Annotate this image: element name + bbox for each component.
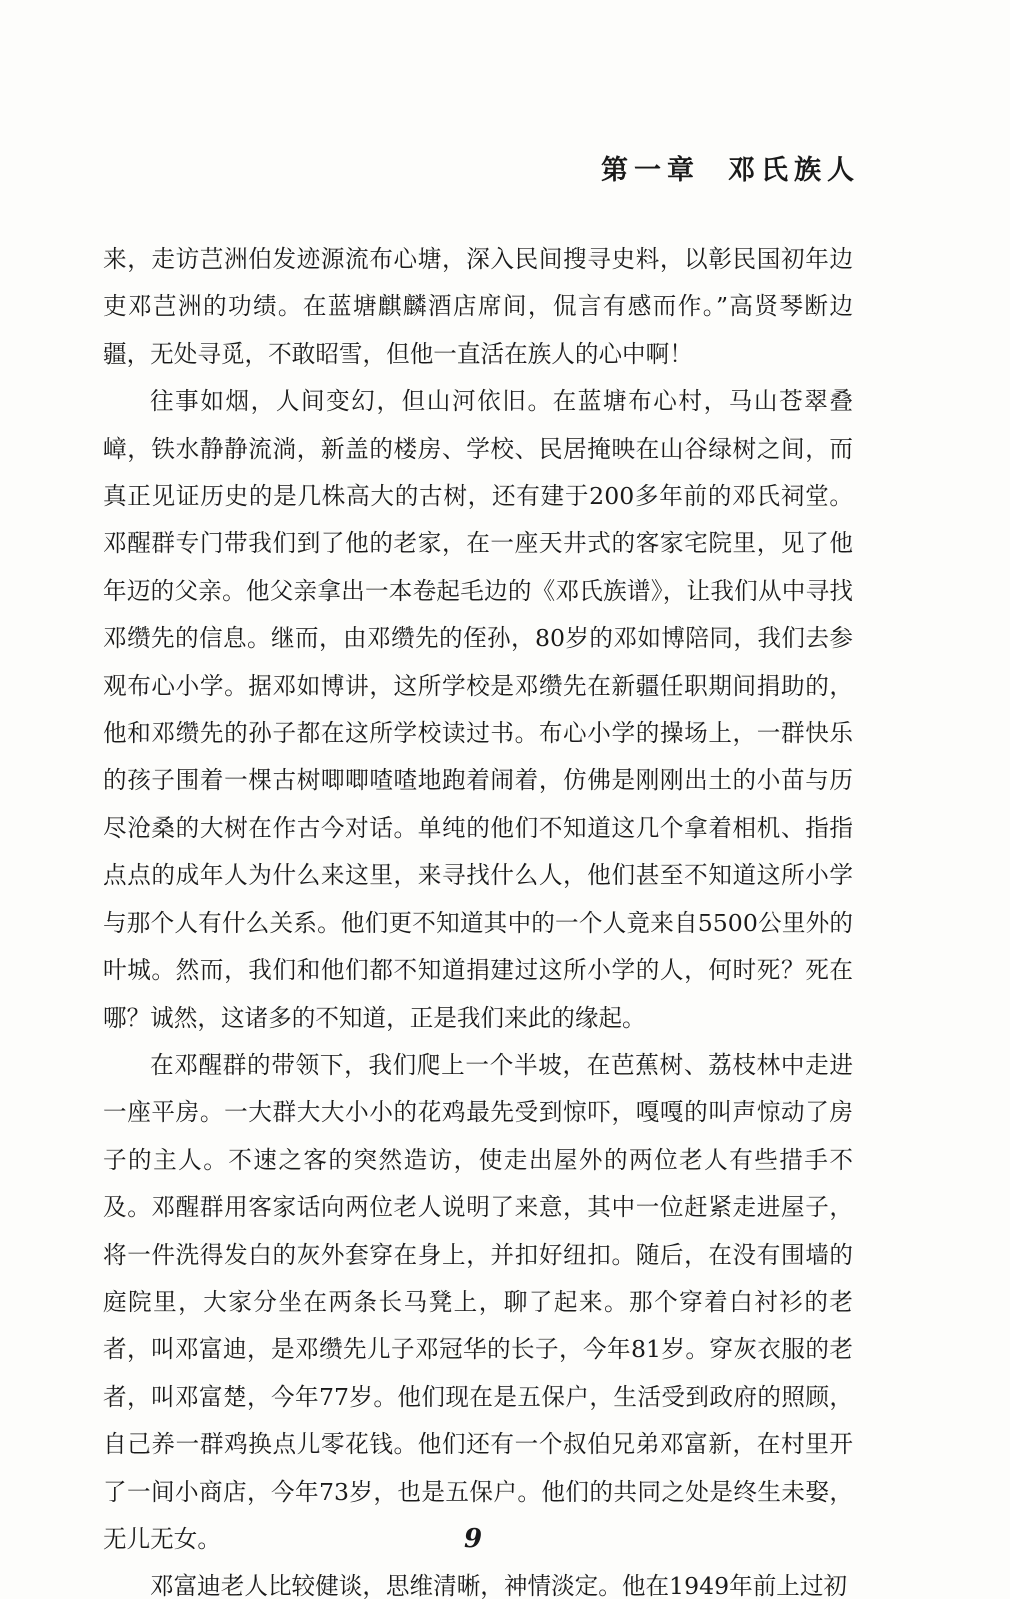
chapter-title: 邓氏族人 (728, 155, 860, 186)
paragraph-continued: 来，走访芑洲伯发迹源流布心塘，深入民间搜寻史料，以彰民国初年边吏邓芑洲的功绩。在蓝塘麒麟酒店席间，侃言有感而作。”高贤琴断边疆，无处寻觅，不敢昭雪，但他一直活在族人的心中啊！ (103, 245, 853, 368)
paragraph: 在邓醒群的带领下，我们爬上一个半坡，在芭蕉树、荔枝林中走进一座平房。一大群大大小小的花鸡最先受到惊吓，嘎嘎的叫声惊动了房子的主人。不速之客的突然造访，使走出屋外的两位老人有些措手不及。邓醒群用客家话向两位老人说明了来意，其中一位赶紧走进屋子，将一件洗得发白的灰外套穿在身上，并扣好纽扣。随后，在没有围墙的庭院里，大家分坐在两条长马凳上，聊了起来。那个穿着白衬衫的老者，叫邓富迪，是邓缵先儿子邓冠华的长子，今年81岁。穿灰衣服的老者，叫邓富楚，今年77岁。他们现在是五保户，生活受到政府的照顾，自己养一群鸡换点儿零花钱。他们还有一个叔伯兄弟邓富新，在村里开了一间小商店，今年73岁，也是五保户。他们的共同之处是终生未娶，无儿无女。 (103, 1050, 853, 1553)
running-head (601, 148, 860, 187)
paragraph: 邓富迪老人比较健谈，思维清晰，神情淡定。他在1949年前上过初 (150, 1572, 848, 1601)
chapter-number: 第一章 (601, 155, 700, 186)
body-text (103, 236, 853, 1611)
page-number: 9 (463, 1524, 483, 1554)
paragraph: 往事如烟，人间变幻，但山河依旧。在蓝塘布心村，马山苍翠叠嶂，铁水静静流淌，新盖的楼房、学校、民居掩映在山谷绿树之间，而真正见证历史的是几株高大的古树，还有建于200多年前的邓氏祠堂。邓醒群专门带我们到了他的老家，在一座天井式的客家宅院里，见了他年迈的父亲。他父亲拿出一本卷起毛边的《邓氏族谱》，让我们从中寻找邓缵先的信息。继而，由邓缵先的侄孙，80岁的邓如博陪同，我们去参观布心小学。据邓如博讲，这所学校是邓缵先在新疆任职期间捐助的，他和邓缵先的孙子都在这所学校读过书。布心小学的操场上，一群快乐的孩子围着一棵古树唧唧喳喳地跑着闹着，仿佛是刚刚出土的小苗与历尽沧桑的大树在作古今对话。单纯的他们不知道这几个拿着相机、指指点点的成年人为什么来这里，来寻找什么人，他们甚至不知道这所小学与那个人有什么关系。他们更不知道其中的一个人竟来自5500公里外的叶城。然而，我们和他们都不知道捐建过这所小学的人，何时死？死在哪？诚然，这诸多的不知道，正是我们来此的缘起。 (103, 387, 853, 1032)
